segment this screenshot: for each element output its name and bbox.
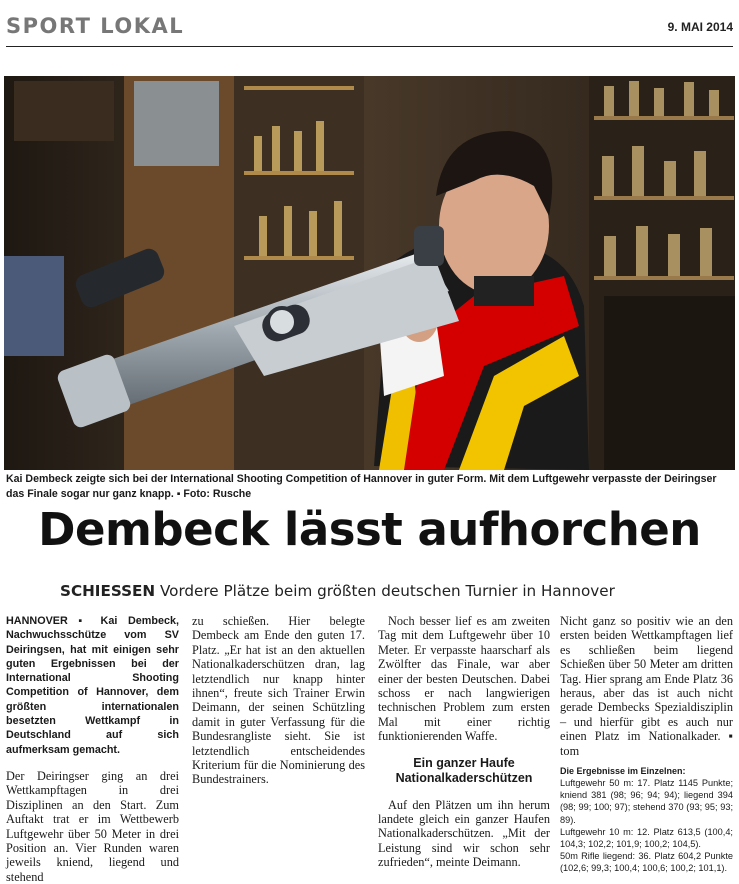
section-title: SPORT LOKAL — [6, 14, 185, 38]
article-subheadline — [60, 582, 615, 600]
article-paragraph: Auf den Plätzen um ihn herum landete gleich ein ganzer Haufen Nationalkaderschützen. „Mit der Leistung sind wir schon sehr zufrieden“, meinte Deimann. — [378, 797, 550, 870]
result-item: Luftgewehr 50 m: 17. Platz 1145 Punkte; kniend 381 (98; 96; 94; 94); liegend 394 (98; 99; 100; 97); stehend 370 (93; 95; 93; 89). — [560, 778, 733, 825]
issue-date: 9. MAI 2014 — [667, 20, 733, 34]
page-header — [6, 10, 733, 47]
results-title: Die Ergebnisse im Einzelnen: — [560, 766, 686, 777]
result-item: Luftgewehr 10 m: 12. Platz 613,5 (100,4; 104,3; 102,2; 101,9; 100,2; 104,5). — [560, 826, 733, 850]
photo-illustration — [4, 76, 735, 470]
result-item: 50m Rifle liegend: 36. Platz 604,2 Punkte (102,6; 99,3; 100,4; 100,6; 100,2; 101,1). — [560, 851, 733, 874]
subheadline-text: Vordere Plätze beim größten deutschen Turnier in Hannover — [159, 582, 615, 600]
article-paragraph: Der Deiringser ging an drei Wettkampftagen in drei Disziplinen an den Start. Zum Auftakt trat er im Wettbewerb Luftgewehr über 50 Meter in drei Position an. Vier Runden waren jeweils kniend, liegend und stehend — [6, 768, 179, 884]
article-column-1 — [6, 614, 179, 884]
article-paragraph: zu schießen. Hier belegte Dembeck am Ende den guten 17. Platz. „Er hat ist an den aktuellen Nationalkaderschützen dran, lag letztendlich nur knapp hinter ihnen“, freute sich Trainer Erwin Deimann, der seinen Schützling damit in guter Verfassung für die Bundesrangliste sieht. Sie ist letztendlich entscheidendes Kriterium für die Nominierung des Bundestrainers. — [192, 614, 365, 787]
results-list — [560, 777, 733, 875]
article-headline: Dembeck lässt aufhorchen — [38, 503, 701, 556]
shooter-photo — [4, 76, 735, 470]
article-lead: HANNOVER ▪ Kai Dembeck, Nachwuchsschütze vom SV Deiringsen, hat mit einigen sehr guten Ergebnissen bei der International Shooting Competition of Hannover, dem größten internationalen besetzten Wettkampf in Deutschland auf sich aufmerksam gemacht. — [6, 615, 179, 756]
article-column-3 — [378, 614, 550, 870]
article-kicker: SCHIESSEN — [60, 582, 156, 600]
article-paragraph: Nicht ganz so positiv wie an den ersten beiden Wettkampftagen lief es schließen beim liegend Schießen über 50 Meter am dritten Tag. Hier sprang am Ende Platz 36 heraus, aber das ist auch nicht gerade Dembecks Spezialdisziplin – und hierfür gibt es auch nur einen Platz im Nationalkader. ▪ tom — [560, 614, 733, 758]
article-column-2 — [192, 614, 365, 787]
photo-caption: Kai Dembeck zeigte sich bei der International Shooting Competition of Hannover in guter Form. Mit dem Luftgewehr verpasste der Deiringser das Finale sogar nur ganz knapp. ▪ Foto: Rusche — [6, 473, 717, 500]
article-column-4 — [560, 614, 733, 875]
article-paragraph: Noch besser lief es am zweiten Tag mit dem Luftgewehr über 10 Meter. Er verpasste haarscharf als Zwölfter das Finale, war aber einer der besten Deutschen. Dabei schoss er nach langwierigen technischen Problem zum ersten Mal mit einer richtig funktionierenden Waffe. — [378, 614, 550, 744]
article-subhead: Ein ganzer Haufe Nationalkaderschützen — [395, 755, 533, 785]
